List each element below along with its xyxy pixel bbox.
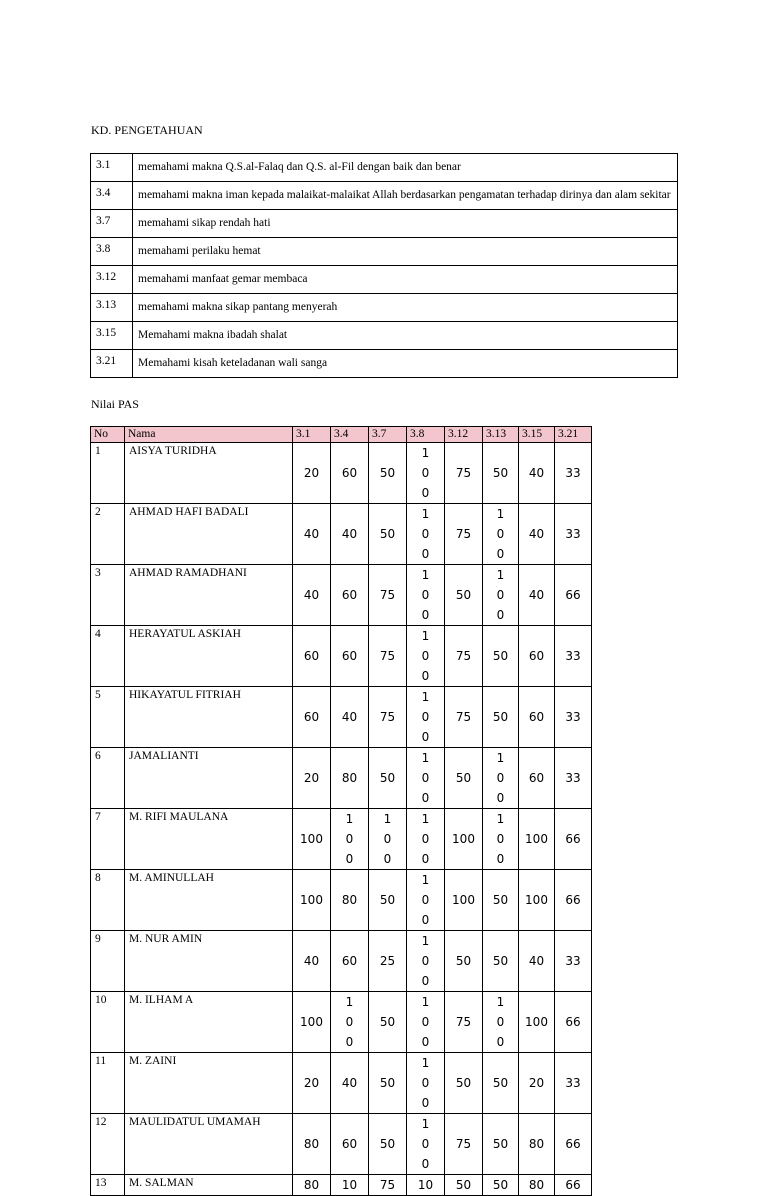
score-value: 20 bbox=[528, 1076, 545, 1090]
score-value: 50 bbox=[379, 893, 396, 907]
score-cell bbox=[483, 687, 519, 748]
score-value: 40 bbox=[303, 954, 320, 968]
score-cell bbox=[555, 1114, 592, 1175]
score-value: 66 bbox=[565, 1137, 581, 1151]
kd-row bbox=[91, 210, 678, 238]
column-header: Nama bbox=[125, 427, 293, 443]
score-cell bbox=[293, 687, 331, 748]
kd-code: 3.12 bbox=[91, 266, 133, 294]
score-cell bbox=[483, 1175, 519, 1196]
score-cell bbox=[369, 504, 407, 565]
score-value: 40 bbox=[303, 527, 320, 541]
score-value: 33 bbox=[565, 710, 581, 724]
score-table bbox=[90, 426, 592, 1196]
score-value: 50 bbox=[492, 649, 509, 663]
score-cell bbox=[407, 504, 445, 565]
score-value: 80 bbox=[341, 771, 358, 785]
score-cell bbox=[483, 931, 519, 992]
score-cell bbox=[483, 748, 519, 809]
student-name: M. SALMAN bbox=[125, 1175, 293, 1196]
score-value: 60 bbox=[341, 1137, 358, 1151]
score-value: 50 bbox=[492, 1076, 509, 1090]
score-cell bbox=[483, 504, 519, 565]
student-name: M. ZAINI bbox=[125, 1053, 293, 1114]
kd-description: memahami makna sikap pantang menyerah bbox=[133, 294, 678, 322]
score-cell bbox=[555, 748, 592, 809]
score-cell bbox=[483, 443, 519, 504]
score-cell bbox=[407, 565, 445, 626]
score-value: 50 bbox=[492, 893, 509, 907]
score-cell bbox=[331, 809, 369, 870]
score-value: 100 bbox=[345, 995, 354, 1049]
kd-description: memahami makna iman kepada malaikat-malaikat Allah berdasarkan pengamatan terhadap dirinya dan alam sekitar bbox=[133, 182, 678, 210]
score-cell bbox=[369, 870, 407, 931]
score-cell bbox=[483, 870, 519, 931]
student-name: M. NUR AMIN bbox=[125, 931, 293, 992]
score-value: 33 bbox=[565, 954, 581, 968]
score-value: 50 bbox=[492, 1137, 509, 1151]
score-value: 66 bbox=[565, 893, 581, 907]
score-cell bbox=[293, 565, 331, 626]
row-number: 12 bbox=[91, 1114, 125, 1175]
score-cell bbox=[445, 626, 483, 687]
score-cell bbox=[519, 687, 555, 748]
score-cell bbox=[555, 1175, 592, 1196]
score-cell bbox=[331, 748, 369, 809]
score-cell bbox=[369, 1114, 407, 1175]
score-value: 100 bbox=[421, 812, 430, 866]
score-value: 66 bbox=[565, 588, 581, 602]
score-cell bbox=[369, 748, 407, 809]
score-cell bbox=[407, 626, 445, 687]
score-value: 100 bbox=[421, 629, 430, 683]
score-value: 100 bbox=[496, 568, 505, 622]
score-cell bbox=[555, 1053, 592, 1114]
row-number: 7 bbox=[91, 809, 125, 870]
student-row bbox=[91, 626, 592, 687]
kd-row bbox=[91, 294, 678, 322]
kd-code: 3.13 bbox=[91, 294, 133, 322]
score-cell bbox=[519, 809, 555, 870]
score-cell bbox=[293, 1114, 331, 1175]
kd-row bbox=[91, 182, 678, 210]
kd-description: memahami manfaat gemar membaca bbox=[133, 266, 678, 294]
score-cell bbox=[445, 504, 483, 565]
score-value: 60 bbox=[528, 649, 545, 663]
student-row bbox=[91, 565, 592, 626]
score-value: 60 bbox=[528, 771, 545, 785]
student-name: AISYA TURIDHA bbox=[125, 443, 293, 504]
score-cell bbox=[407, 443, 445, 504]
score-value: 60 bbox=[303, 710, 320, 724]
score-value: 66 bbox=[565, 1015, 581, 1029]
score-value: 50 bbox=[379, 1015, 396, 1029]
score-value: 75 bbox=[455, 1015, 472, 1029]
score-cell bbox=[555, 504, 592, 565]
score-cell bbox=[555, 870, 592, 931]
score-value: 100 bbox=[452, 893, 475, 907]
score-cell bbox=[407, 931, 445, 992]
score-cell bbox=[407, 870, 445, 931]
score-value: 33 bbox=[565, 649, 581, 663]
score-cell bbox=[369, 992, 407, 1053]
kd-description: memahami makna Q.S.al-Falaq dan Q.S. al-Fil dengan baik dan benar bbox=[133, 154, 678, 182]
score-value: 33 bbox=[565, 527, 581, 541]
score-value: 100 bbox=[421, 507, 430, 561]
kd-code: 3.15 bbox=[91, 322, 133, 350]
kd-row bbox=[91, 238, 678, 266]
score-cell bbox=[445, 1114, 483, 1175]
score-cell bbox=[555, 992, 592, 1053]
row-number: 9 bbox=[91, 931, 125, 992]
score-value: 100 bbox=[496, 507, 505, 561]
score-value: 80 bbox=[303, 1137, 320, 1151]
score-value: 50 bbox=[455, 1076, 472, 1090]
score-cell bbox=[293, 1175, 331, 1196]
score-cell bbox=[519, 1175, 555, 1196]
row-number: 10 bbox=[91, 992, 125, 1053]
score-cell bbox=[519, 1053, 555, 1114]
kd-code: 3.1 bbox=[91, 154, 133, 182]
score-cell bbox=[293, 504, 331, 565]
score-cell bbox=[331, 931, 369, 992]
score-value: 100 bbox=[421, 995, 430, 1049]
kd-row bbox=[91, 322, 678, 350]
score-cell bbox=[293, 748, 331, 809]
kd-row bbox=[91, 350, 678, 378]
score-cell bbox=[293, 809, 331, 870]
score-value: 60 bbox=[341, 954, 358, 968]
score-cell bbox=[407, 809, 445, 870]
kd-code: 3.21 bbox=[91, 350, 133, 378]
score-value: 100 bbox=[421, 873, 430, 927]
score-value: 75 bbox=[455, 710, 472, 724]
kd-code: 3.8 bbox=[91, 238, 133, 266]
student-row bbox=[91, 443, 592, 504]
score-cell bbox=[331, 1114, 369, 1175]
score-value: 100 bbox=[421, 446, 430, 500]
column-header: 3.4 bbox=[331, 427, 369, 443]
score-value: 80 bbox=[303, 1178, 320, 1192]
column-header: 3.21 bbox=[555, 427, 592, 443]
score-value: 100 bbox=[496, 812, 505, 866]
score-cell bbox=[369, 1053, 407, 1114]
kd-row bbox=[91, 266, 678, 294]
score-value: 75 bbox=[455, 649, 472, 663]
kd-heading: KD. PENGETAHUAN bbox=[91, 123, 203, 137]
kd-row bbox=[91, 154, 678, 182]
student-name: HERAYATUL ASKIAH bbox=[125, 626, 293, 687]
score-value: 33 bbox=[565, 771, 581, 785]
score-cell bbox=[369, 443, 407, 504]
score-value: 100 bbox=[300, 1015, 323, 1029]
kd-description: Memahami makna ibadah shalat bbox=[133, 322, 678, 350]
score-cell bbox=[331, 992, 369, 1053]
score-value: 100 bbox=[496, 995, 505, 1049]
score-cell bbox=[445, 687, 483, 748]
score-value: 75 bbox=[379, 649, 396, 663]
score-value: 40 bbox=[528, 954, 545, 968]
column-header: 3.13 bbox=[483, 427, 519, 443]
score-value: 75 bbox=[379, 588, 396, 602]
row-number: 8 bbox=[91, 870, 125, 931]
score-value: 40 bbox=[341, 710, 358, 724]
score-value: 100 bbox=[421, 1056, 430, 1110]
score-cell bbox=[331, 687, 369, 748]
score-cell bbox=[445, 1175, 483, 1196]
score-value: 40 bbox=[528, 527, 545, 541]
score-value: 100 bbox=[525, 1015, 548, 1029]
score-cell bbox=[331, 626, 369, 687]
score-cell bbox=[293, 443, 331, 504]
score-cell bbox=[519, 992, 555, 1053]
score-cell bbox=[445, 992, 483, 1053]
score-cell bbox=[293, 1053, 331, 1114]
score-cell bbox=[293, 626, 331, 687]
score-cell bbox=[519, 443, 555, 504]
score-cell bbox=[293, 992, 331, 1053]
score-value: 20 bbox=[303, 466, 320, 480]
score-cell bbox=[519, 931, 555, 992]
score-cell bbox=[445, 870, 483, 931]
score-value: 60 bbox=[528, 710, 545, 724]
column-header: 3.7 bbox=[369, 427, 407, 443]
row-number: 2 bbox=[91, 504, 125, 565]
score-value: 100 bbox=[421, 690, 430, 744]
student-row bbox=[91, 1175, 592, 1196]
score-cell bbox=[555, 565, 592, 626]
kd-code: 3.4 bbox=[91, 182, 133, 210]
row-number: 4 bbox=[91, 626, 125, 687]
score-value: 60 bbox=[303, 649, 320, 663]
score-value: 100 bbox=[383, 812, 392, 866]
score-cell bbox=[445, 931, 483, 992]
row-number: 13 bbox=[91, 1175, 125, 1196]
score-cell bbox=[519, 504, 555, 565]
score-cell bbox=[483, 565, 519, 626]
student-name: M. AMINULLAH bbox=[125, 870, 293, 931]
kd-table bbox=[90, 153, 678, 378]
score-value: 50 bbox=[492, 954, 509, 968]
score-cell bbox=[445, 1053, 483, 1114]
score-cell bbox=[407, 687, 445, 748]
score-cell bbox=[483, 809, 519, 870]
score-value: 40 bbox=[341, 527, 358, 541]
score-cell bbox=[555, 931, 592, 992]
score-value: 60 bbox=[341, 649, 358, 663]
score-value: 50 bbox=[455, 954, 472, 968]
score-value: 100 bbox=[421, 1117, 430, 1171]
student-name: MAULIDATUL UMAMAH bbox=[125, 1114, 293, 1175]
score-value: 50 bbox=[455, 588, 472, 602]
score-header-row bbox=[91, 427, 592, 443]
row-number: 6 bbox=[91, 748, 125, 809]
score-cell bbox=[407, 748, 445, 809]
score-value: 66 bbox=[565, 1178, 581, 1192]
student-row bbox=[91, 1053, 592, 1114]
score-value: 33 bbox=[565, 1076, 581, 1090]
score-cell bbox=[369, 626, 407, 687]
row-number: 3 bbox=[91, 565, 125, 626]
score-cell bbox=[407, 1114, 445, 1175]
student-row bbox=[91, 931, 592, 992]
score-value: 10 bbox=[417, 1178, 434, 1192]
score-value: 50 bbox=[379, 1076, 396, 1090]
score-value: 60 bbox=[341, 466, 358, 480]
score-value: 75 bbox=[455, 527, 472, 541]
score-cell bbox=[407, 992, 445, 1053]
score-value: 75 bbox=[379, 710, 396, 724]
score-value: 50 bbox=[379, 527, 396, 541]
score-cell bbox=[555, 626, 592, 687]
student-row bbox=[91, 504, 592, 565]
score-cell bbox=[331, 1053, 369, 1114]
score-value: 75 bbox=[455, 1137, 472, 1151]
row-number: 1 bbox=[91, 443, 125, 504]
score-cell bbox=[445, 748, 483, 809]
student-row bbox=[91, 1114, 592, 1175]
score-cell bbox=[293, 931, 331, 992]
student-row bbox=[91, 870, 592, 931]
column-header: 3.8 bbox=[407, 427, 445, 443]
score-value: 100 bbox=[421, 568, 430, 622]
column-header: 3.1 bbox=[293, 427, 331, 443]
score-value: 40 bbox=[528, 588, 545, 602]
score-cell bbox=[369, 1175, 407, 1196]
score-value: 60 bbox=[341, 588, 358, 602]
score-cell bbox=[331, 1175, 369, 1196]
score-cell bbox=[555, 443, 592, 504]
score-value: 100 bbox=[300, 832, 323, 846]
column-header: No bbox=[91, 427, 125, 443]
score-cell bbox=[331, 504, 369, 565]
score-value: 50 bbox=[379, 771, 396, 785]
score-cell bbox=[483, 992, 519, 1053]
column-header: 3.15 bbox=[519, 427, 555, 443]
score-value: 50 bbox=[492, 466, 509, 480]
score-value: 33 bbox=[565, 466, 581, 480]
score-cell bbox=[331, 443, 369, 504]
student-row bbox=[91, 687, 592, 748]
student-name: AHMAD RAMADHANI bbox=[125, 565, 293, 626]
score-value: 100 bbox=[452, 832, 475, 846]
score-cell bbox=[293, 870, 331, 931]
score-cell bbox=[445, 443, 483, 504]
score-cell bbox=[331, 870, 369, 931]
score-value: 100 bbox=[345, 812, 354, 866]
score-cell bbox=[445, 809, 483, 870]
score-value: 50 bbox=[455, 771, 472, 785]
score-cell bbox=[519, 1114, 555, 1175]
student-name: M. RIFI MAULANA bbox=[125, 809, 293, 870]
score-value: 50 bbox=[492, 710, 509, 724]
score-value: 66 bbox=[565, 832, 581, 846]
score-cell bbox=[519, 748, 555, 809]
score-value: 40 bbox=[528, 466, 545, 480]
score-cell bbox=[369, 687, 407, 748]
score-cell bbox=[519, 565, 555, 626]
score-cell bbox=[555, 809, 592, 870]
score-value: 20 bbox=[303, 771, 320, 785]
score-value: 50 bbox=[379, 1137, 396, 1151]
score-cell bbox=[407, 1053, 445, 1114]
kd-description: memahami perilaku hemat bbox=[133, 238, 678, 266]
score-value: 25 bbox=[379, 954, 396, 968]
score-cell bbox=[555, 687, 592, 748]
score-cell bbox=[483, 1053, 519, 1114]
score-cell bbox=[407, 1175, 445, 1196]
score-value: 100 bbox=[525, 893, 548, 907]
score-cell bbox=[369, 809, 407, 870]
score-value: 100 bbox=[300, 893, 323, 907]
kd-description: memahami sikap rendah hati bbox=[133, 210, 678, 238]
score-value: 40 bbox=[303, 588, 320, 602]
student-row bbox=[91, 748, 592, 809]
score-cell bbox=[483, 1114, 519, 1175]
score-cell bbox=[331, 565, 369, 626]
score-value: 80 bbox=[528, 1178, 545, 1192]
score-cell bbox=[369, 565, 407, 626]
row-number: 11 bbox=[91, 1053, 125, 1114]
score-value: 10 bbox=[341, 1178, 358, 1192]
row-number: 5 bbox=[91, 687, 125, 748]
nilai-pas-heading: Nilai PAS bbox=[91, 397, 139, 411]
score-value: 75 bbox=[379, 1178, 396, 1192]
score-value: 100 bbox=[496, 751, 505, 805]
score-value: 40 bbox=[341, 1076, 358, 1090]
score-value: 100 bbox=[421, 934, 430, 988]
score-cell bbox=[369, 931, 407, 992]
score-value: 75 bbox=[455, 466, 472, 480]
kd-code: 3.7 bbox=[91, 210, 133, 238]
score-value: 50 bbox=[379, 466, 396, 480]
student-name: JAMALIANTI bbox=[125, 748, 293, 809]
score-value: 100 bbox=[525, 832, 548, 846]
score-cell bbox=[483, 626, 519, 687]
score-value: 100 bbox=[421, 751, 430, 805]
kd-description: Memahami kisah keteladanan wali sanga bbox=[133, 350, 678, 378]
score-value: 50 bbox=[492, 1178, 509, 1192]
score-cell bbox=[445, 565, 483, 626]
student-name: AHMAD HAFI BADALI bbox=[125, 504, 293, 565]
student-name: HIKAYATUL FITRIAH bbox=[125, 687, 293, 748]
student-name: M. ILHAM A bbox=[125, 992, 293, 1053]
column-header: 3.12 bbox=[445, 427, 483, 443]
score-value: 50 bbox=[455, 1178, 472, 1192]
student-row bbox=[91, 809, 592, 870]
score-value: 80 bbox=[528, 1137, 545, 1151]
student-row bbox=[91, 992, 592, 1053]
score-cell bbox=[519, 626, 555, 687]
score-value: 20 bbox=[303, 1076, 320, 1090]
score-value: 80 bbox=[341, 893, 358, 907]
score-cell bbox=[519, 870, 555, 931]
